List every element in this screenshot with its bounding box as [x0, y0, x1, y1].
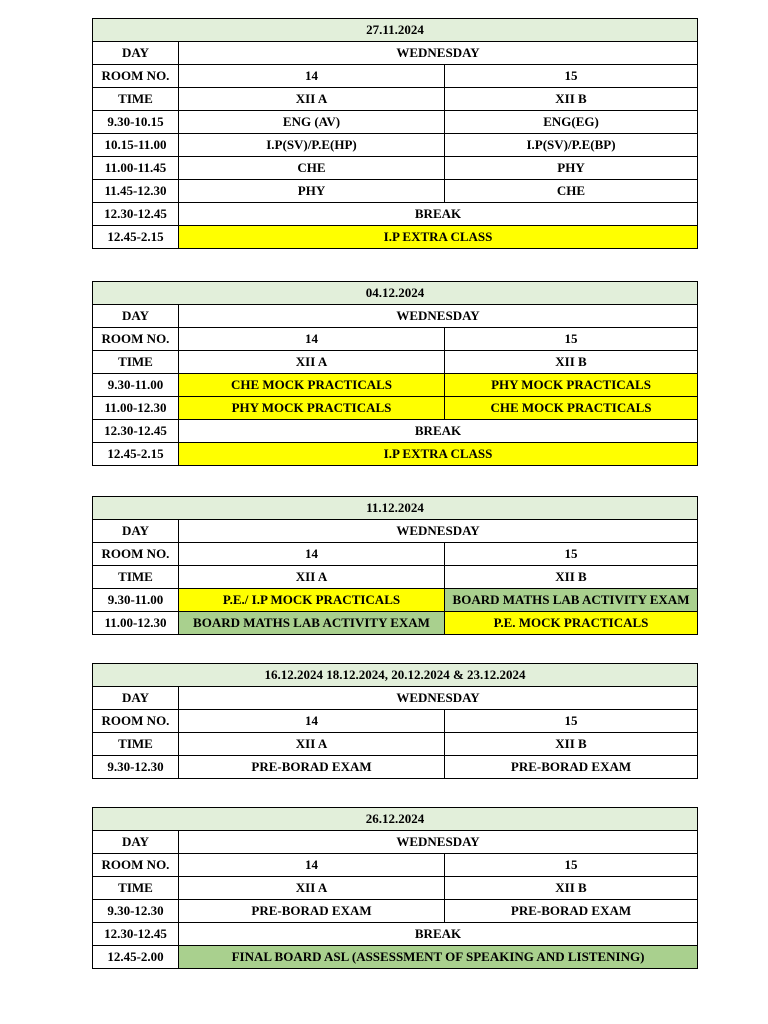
subject-cell: CHE MOCK PRACTICALS — [179, 374, 445, 397]
row-label: ROOM NO. — [93, 854, 179, 877]
subject-cell: PRE-BORAD EXAM — [445, 900, 698, 923]
schedule-table-1 — [92, 18, 698, 249]
subject-cell: PRE-BORAD EXAM — [445, 756, 698, 779]
table-row — [93, 203, 698, 226]
class-cell: XII A — [179, 733, 445, 756]
table-row — [93, 900, 698, 923]
table-date-header: 11.12.2024 — [93, 497, 698, 520]
day-cell: WEDNESDAY — [179, 520, 698, 543]
subject-cell: CHE MOCK PRACTICALS — [445, 397, 698, 420]
table-row — [93, 328, 698, 351]
row-label: ROOM NO. — [93, 710, 179, 733]
subject-cell: ENG(EG) — [445, 111, 698, 134]
table-row — [93, 111, 698, 134]
table-row — [93, 756, 698, 779]
room-cell: 14 — [179, 854, 445, 877]
table-row — [93, 710, 698, 733]
class-cell: XII B — [445, 877, 698, 900]
class-cell: XII A — [179, 877, 445, 900]
room-cell: 14 — [179, 710, 445, 733]
table-date-header: 26.12.2024 — [93, 808, 698, 831]
break-cell: BREAK — [179, 420, 698, 443]
table-row — [93, 946, 698, 969]
schedule-table-3 — [92, 496, 698, 635]
row-label: DAY — [93, 42, 179, 65]
class-cell: XII A — [179, 351, 445, 374]
subject-cell: CHE — [179, 157, 445, 180]
row-label: DAY — [93, 687, 179, 710]
time-cell: 11.00-12.30 — [93, 612, 179, 635]
time-cell: 12.30-12.45 — [93, 923, 179, 946]
room-cell: 14 — [179, 65, 445, 88]
time-cell: 12.45-2.00 — [93, 946, 179, 969]
table-date-header: 04.12.2024 — [93, 282, 698, 305]
room-cell: 14 — [179, 543, 445, 566]
table-row — [93, 877, 698, 900]
extra-class-cell: I.P EXTRA CLASS — [179, 443, 698, 466]
break-cell: BREAK — [179, 923, 698, 946]
time-cell: 9.30-11.00 — [93, 374, 179, 397]
row-label: TIME — [93, 351, 179, 374]
table-row — [93, 612, 698, 635]
time-cell: 12.45-2.15 — [93, 226, 179, 249]
subject-cell: PRE-BORAD EXAM — [179, 756, 445, 779]
table-row — [93, 923, 698, 946]
day-cell: WEDNESDAY — [179, 831, 698, 854]
table-row — [93, 157, 698, 180]
time-cell: 11.00-12.30 — [93, 397, 179, 420]
table-row — [93, 397, 698, 420]
table-row — [93, 42, 698, 65]
subject-cell: CHE — [445, 180, 698, 203]
table-row — [93, 180, 698, 203]
class-cell: XII B — [445, 351, 698, 374]
day-cell: WEDNESDAY — [179, 687, 698, 710]
table-row — [93, 854, 698, 877]
subject-cell: PHY — [179, 180, 445, 203]
room-cell: 14 — [179, 328, 445, 351]
subject-cell: PHY MOCK PRACTICALS — [445, 374, 698, 397]
row-label: ROOM NO. — [93, 543, 179, 566]
time-cell: 11.45-12.30 — [93, 180, 179, 203]
subject-cell: ENG (AV) — [179, 111, 445, 134]
table-date-header: 27.11.2024 — [93, 19, 698, 42]
table-row — [93, 566, 698, 589]
time-cell: 12.45-2.15 — [93, 443, 179, 466]
schedule-table-4 — [92, 663, 698, 779]
class-cell: XII A — [179, 566, 445, 589]
subject-cell: I.P(SV)/P.E(BP) — [445, 134, 698, 157]
table-row — [93, 134, 698, 157]
break-cell: BREAK — [179, 203, 698, 226]
table-row — [93, 351, 698, 374]
table-row — [93, 420, 698, 443]
table-row — [93, 443, 698, 466]
subject-cell: P.E. MOCK PRACTICALS — [445, 612, 698, 635]
extra-class-cell: I.P EXTRA CLASS — [179, 226, 698, 249]
room-cell: 15 — [445, 854, 698, 877]
asl-exam-cell: FINAL BOARD ASL (ASSESSMENT OF SPEAKING AND LISTENING) — [179, 946, 698, 969]
room-cell: 15 — [445, 65, 698, 88]
subject-cell: I.P(SV)/P.E(HP) — [179, 134, 445, 157]
table-row — [93, 226, 698, 249]
row-label: TIME — [93, 733, 179, 756]
table-row — [93, 305, 698, 328]
row-label: ROOM NO. — [93, 65, 179, 88]
table-row — [93, 88, 698, 111]
row-label: DAY — [93, 305, 179, 328]
day-cell: WEDNESDAY — [179, 305, 698, 328]
subject-cell: P.E./ I.P MOCK PRACTICALS — [179, 589, 445, 612]
row-label: TIME — [93, 88, 179, 111]
class-cell: XII B — [445, 733, 698, 756]
table-row — [93, 733, 698, 756]
room-cell: 15 — [445, 543, 698, 566]
schedule-table-2 — [92, 281, 698, 466]
table-row — [93, 687, 698, 710]
time-cell: 9.30-12.30 — [93, 756, 179, 779]
subject-cell: BOARD MATHS LAB ACTIVITY EXAM — [445, 589, 698, 612]
time-cell: 9.30-11.00 — [93, 589, 179, 612]
table-row — [93, 65, 698, 88]
time-cell: 11.00-11.45 — [93, 157, 179, 180]
table-row — [93, 543, 698, 566]
day-cell: WEDNESDAY — [179, 42, 698, 65]
row-label: ROOM NO. — [93, 328, 179, 351]
time-cell: 12.30-12.45 — [93, 203, 179, 226]
class-cell: XII A — [179, 88, 445, 111]
time-cell: 9.30-10.15 — [93, 111, 179, 134]
table-row — [93, 831, 698, 854]
subject-cell: PRE-BORAD EXAM — [179, 900, 445, 923]
time-cell: 9.30-12.30 — [93, 900, 179, 923]
subject-cell: PHY MOCK PRACTICALS — [179, 397, 445, 420]
subject-cell: PHY — [445, 157, 698, 180]
row-label: DAY — [93, 520, 179, 543]
table-row — [93, 374, 698, 397]
subject-cell: BOARD MATHS LAB ACTIVITY EXAM — [179, 612, 445, 635]
class-cell: XII B — [445, 88, 698, 111]
table-date-header: 16.12.2024 18.12.2024, 20.12.2024 & 23.12.2024 — [93, 664, 698, 687]
schedule-table-5 — [92, 807, 698, 969]
row-label: TIME — [93, 566, 179, 589]
time-cell: 10.15-11.00 — [93, 134, 179, 157]
row-label: DAY — [93, 831, 179, 854]
time-cell: 12.30-12.45 — [93, 420, 179, 443]
class-cell: XII B — [445, 566, 698, 589]
table-row — [93, 589, 698, 612]
row-label: TIME — [93, 877, 179, 900]
table-row — [93, 520, 698, 543]
room-cell: 15 — [445, 328, 698, 351]
room-cell: 15 — [445, 710, 698, 733]
